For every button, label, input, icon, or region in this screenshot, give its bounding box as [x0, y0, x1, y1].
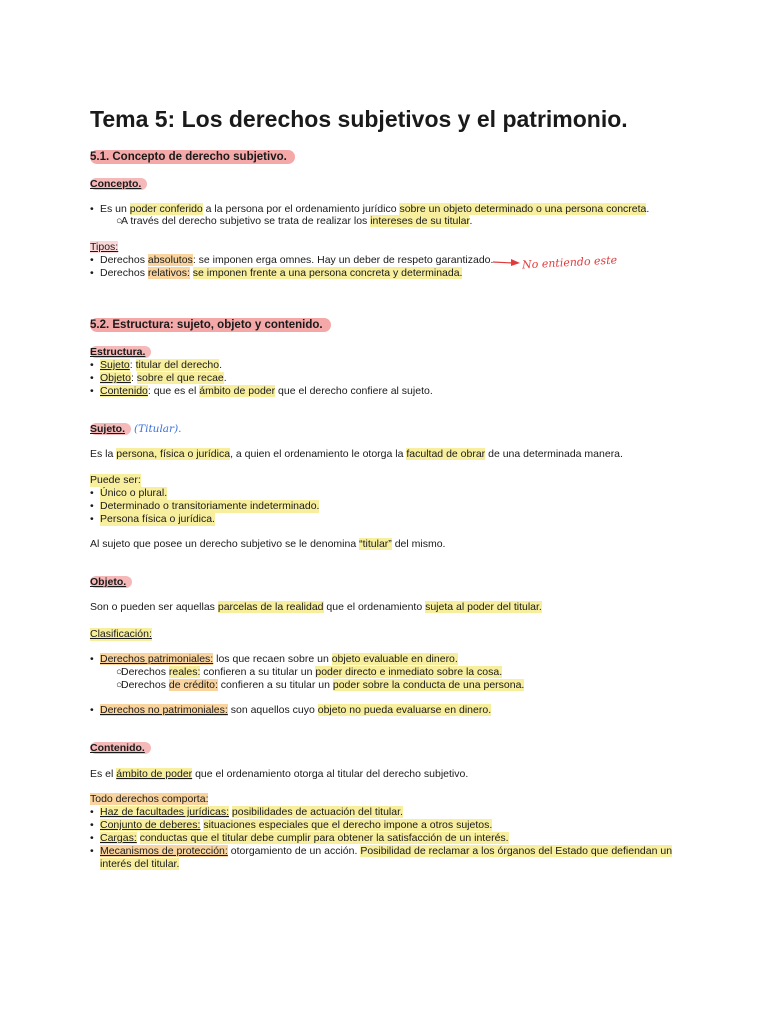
list-item: [100, 704, 491, 717]
text: Derechos: [100, 267, 148, 279]
text: : que es el: [147, 385, 200, 397]
bullet: •: [90, 267, 94, 279]
paragraph: [90, 768, 468, 781]
page-title: Tema 5: Los derechos subjetivos y el patrimonio.: [90, 106, 628, 132]
text: Son o pueden ser aquellas: [90, 601, 218, 613]
highlight: se imponen frente a una persona concreta y determinada.: [192, 267, 463, 279]
text: otorgamiento de un acción.: [227, 845, 361, 857]
paragraph: [90, 538, 445, 551]
bullet: •: [90, 359, 94, 371]
sub-bullet: ○: [116, 679, 123, 691]
text: .: [469, 215, 473, 227]
list-item: Determinado o transitoriamente indeterminado.: [100, 500, 320, 512]
list-item: [100, 267, 462, 280]
estructura-label: Estructura.: [90, 346, 151, 358]
highlight: absolutos: [147, 254, 193, 266]
highlight: intereses de su titular: [370, 215, 470, 227]
highlight: conductas que el titular debe cumplir para obtener la satisfacción de un interés.: [139, 832, 509, 844]
text: confieren a su titular un: [217, 679, 333, 691]
bullet: •: [90, 704, 94, 716]
comporta-label: Todo derechos comporta:: [90, 793, 209, 805]
list-item: [121, 666, 502, 679]
highlight: ámbito de poder: [199, 385, 276, 397]
highlight: persona, física o jurídica: [116, 448, 231, 460]
concepto-label: Concepto.: [90, 178, 147, 190]
bullet: •: [90, 487, 94, 499]
text: Es el: [90, 768, 117, 780]
text: que el derecho confiere al sujeto.: [275, 385, 433, 397]
highlight: ámbito de poder: [116, 768, 193, 780]
text: A través del derecho subjetivo se trata de realizar los: [121, 215, 371, 227]
text: que el ordenamiento: [323, 601, 426, 613]
clasificacion-label: Clasificación:: [90, 628, 152, 640]
bullet: •: [90, 254, 94, 266]
bullet: •: [90, 513, 94, 525]
text: son aquellos cuyo: [227, 704, 318, 716]
list-item: [100, 845, 680, 871]
bullet: •: [90, 500, 94, 512]
highlight: Mecanismos de protección:: [100, 845, 228, 857]
tipos-label: Tipos:: [90, 241, 119, 253]
handwritten-note: (Titular).: [134, 423, 182, 435]
highlight: reales:: [168, 666, 201, 678]
highlight: “titular”: [359, 538, 392, 550]
text: Derechos: [121, 679, 169, 691]
list-item: [121, 215, 472, 228]
highlight: objeto evaluable en dinero.: [331, 653, 458, 665]
text: Es un: [100, 203, 130, 215]
highlight: objeto no pueda evaluarse en dinero.: [317, 704, 492, 716]
paragraph: [90, 448, 623, 461]
highlight: poder sobre la conducta de una persona.: [332, 679, 525, 691]
list-item: [100, 806, 403, 819]
highlight: Posibilidad de reclamar a los órganos del Estado que defiendan un interés del titular.: [100, 845, 673, 870]
list-item: [100, 819, 492, 832]
text: confieren a su titular un: [200, 666, 316, 678]
text: que el ordenamiento otorga al titular del derecho subjetivo.: [192, 768, 469, 780]
highlight: posibilidades de actuación del titular.: [231, 806, 403, 818]
text: del mismo.: [391, 538, 446, 550]
text: .: [223, 372, 227, 384]
text: :: [130, 372, 137, 384]
highlight: Haz de facultades jurídicas:: [100, 806, 229, 818]
highlight: sobre el que recae: [136, 372, 224, 384]
text: Derechos: [121, 666, 169, 678]
highlight: poder conferido: [129, 203, 203, 215]
list-item: [121, 679, 524, 692]
puede-ser-label: Puede ser:: [90, 474, 141, 486]
text: :: [129, 359, 136, 371]
highlight: poder directo e inmediato sobre la cosa.: [315, 666, 503, 678]
highlight: Conjunto de deberes:: [100, 819, 201, 831]
text: Al sujeto que posee un derecho subjetivo se le denomina: [90, 538, 360, 550]
text: a la persona por el ordenamiento jurídico: [202, 203, 400, 215]
section-heading-5-1: 5.1. Concepto de derecho subjetivo.: [90, 150, 295, 164]
list-item: [100, 653, 458, 666]
highlight: de crédito:: [168, 679, 218, 691]
highlight: titular del derecho: [135, 359, 220, 371]
highlight: relativos:: [147, 267, 190, 279]
highlight: Contenido: [100, 385, 148, 397]
contenido-label: Contenido.: [90, 742, 151, 754]
objeto-label: Objeto.: [90, 576, 132, 588]
text: los que recaen sobre un: [213, 653, 332, 665]
bullet: •: [90, 372, 94, 384]
list-item: [100, 372, 227, 385]
bullet: •: [90, 653, 94, 665]
sub-bullet: ○: [116, 215, 123, 227]
text: .: [646, 203, 650, 215]
bullet: •: [90, 385, 94, 397]
list-item: Persona física o jurídica.: [100, 513, 215, 525]
bullet: •: [90, 203, 94, 215]
paragraph: [90, 601, 542, 614]
highlight: sujeta al poder del titular.: [425, 601, 542, 613]
highlight: parcelas de la realidad: [217, 601, 324, 613]
sub-bullet: ○: [116, 666, 123, 678]
bullet: •: [90, 806, 94, 818]
list-item: [100, 254, 493, 267]
text: .: [219, 359, 223, 371]
highlight: facultad de obrar: [406, 448, 486, 460]
highlight: Derechos patrimoniales:: [100, 653, 214, 665]
bullet: •: [90, 845, 94, 857]
text: Derechos: [100, 254, 148, 266]
section-heading-5-2: 5.2. Estructura: sujeto, objeto y contenido.: [90, 318, 331, 332]
highlight: Sujeto: [100, 359, 130, 371]
list-item: [100, 359, 222, 372]
bullet: •: [90, 819, 94, 831]
bullet: •: [90, 832, 94, 844]
handwritten-note: No entiendo este: [521, 253, 618, 272]
list-item: [100, 832, 509, 845]
text: , a quien el ordenamiento le otorga la: [230, 448, 407, 460]
highlight: Objeto: [100, 372, 131, 384]
highlight: sobre un objeto determinado o una persona concreta: [399, 203, 647, 215]
text: : se imponen erga omnes. Hay un deber de respeto garantizado.: [192, 254, 494, 266]
highlight: Cargas:: [100, 832, 137, 844]
list-item: Único o plural.: [100, 487, 168, 499]
highlight: situaciones especiales que el derecho impone a otros sujetos.: [203, 819, 493, 831]
text: de una determinada manera.: [485, 448, 623, 460]
highlight: Derechos no patrimoniales:: [100, 704, 228, 716]
text: Es la: [90, 448, 117, 460]
sujeto-label: Sujeto.: [90, 423, 131, 435]
arrow-icon: [491, 257, 521, 267]
list-item: [100, 385, 433, 398]
